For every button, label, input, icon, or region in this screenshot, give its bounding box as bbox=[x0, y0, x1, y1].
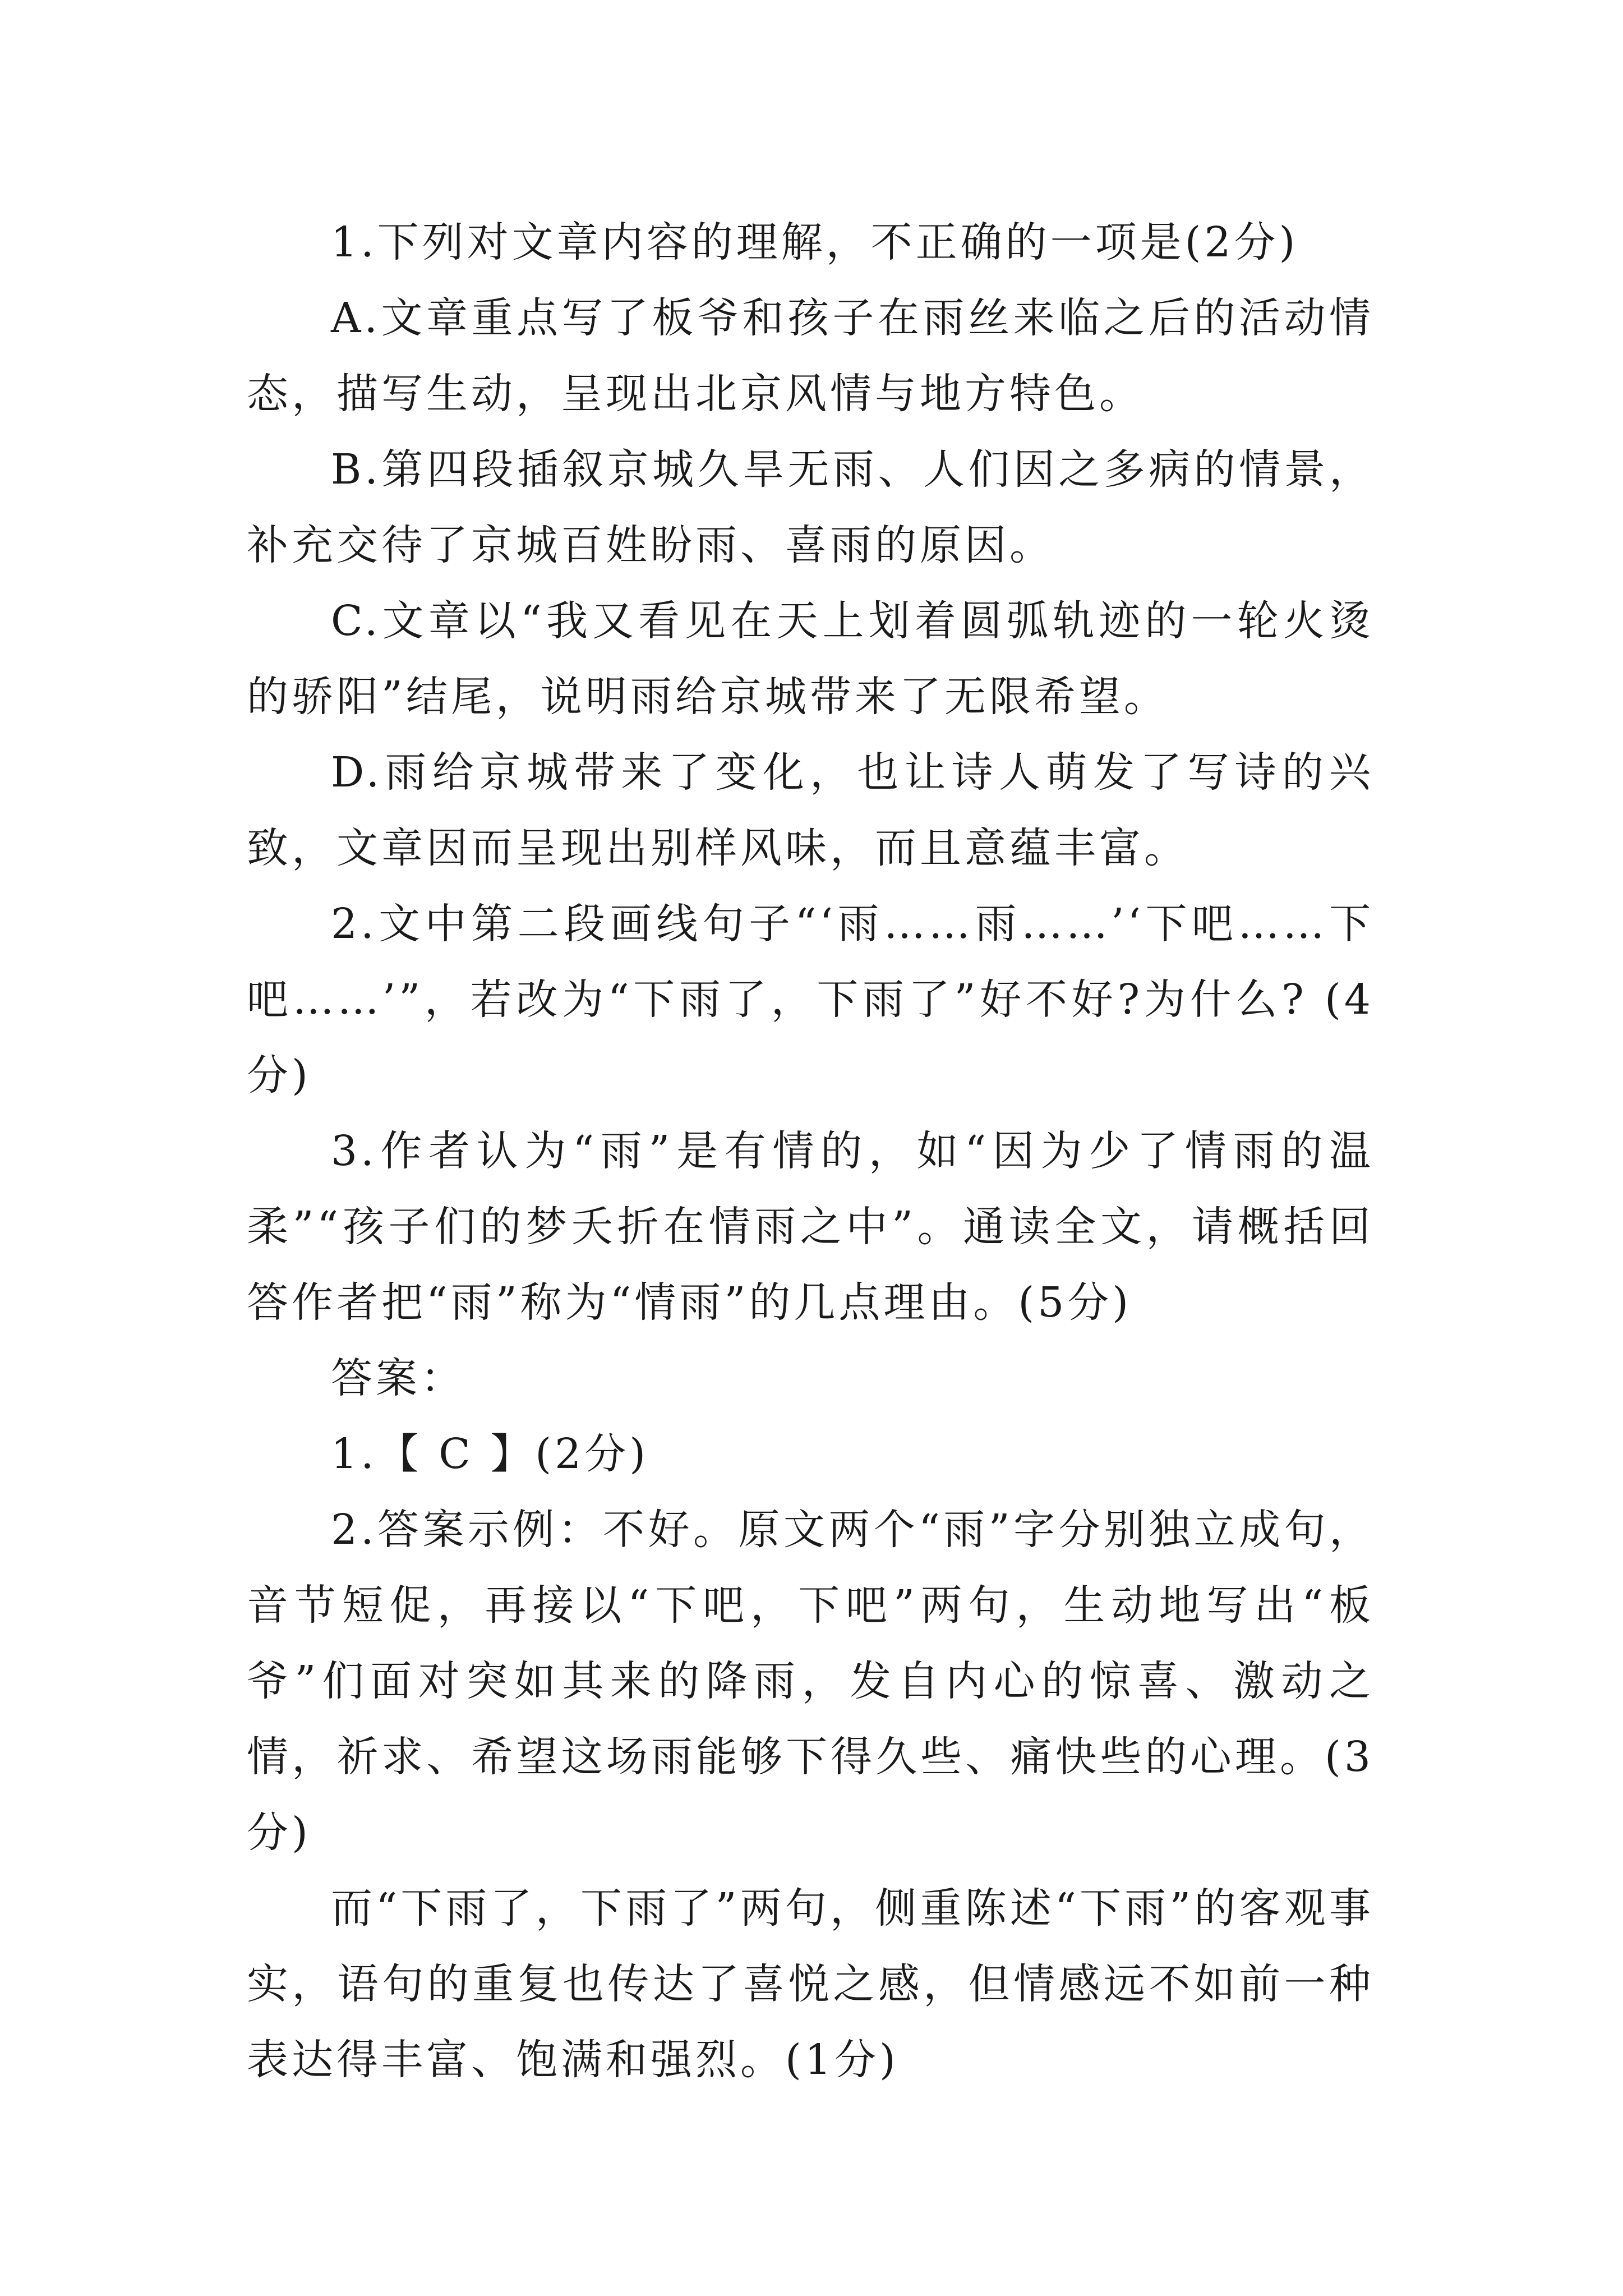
answer-1: 1.【 C 】(2分) bbox=[331, 1430, 649, 1478]
document-body bbox=[247, 205, 1374, 2098]
option-d: D.雨给京城带来了变化，也让诗人萌发了写诗的兴致，文章因而呈现出别样风味，而且意蕴丰富。 bbox=[247, 748, 1374, 872]
option-b: B.第四段插叙京城久旱无雨、人们因之多病的情景，补充交待了京城百姓盼雨、喜雨的原因。 bbox=[247, 445, 1374, 569]
option-a: A.文章重点写了板爷和孩子在雨丝来临之后的活动情态，描写生动，呈现出北京风情与地方特色。 bbox=[247, 294, 1374, 418]
question-2: 2.文中第二段画线句子“‘雨……雨……’‘下吧……下吧……’”，若改为“下雨了，下雨了”好不好?为什么? (4分) bbox=[247, 900, 1374, 1099]
question-1-stem: 1.下列对文章内容的理解，不正确的一项是(2分) bbox=[331, 218, 1299, 266]
answer-heading: 答案： bbox=[331, 1354, 465, 1402]
answer-2: 2.答案示例：不好。原文两个“雨”字分别独立成句，音节短促，再接以“下吧，下吧”两句，生动地写出“板爷”们面对突如其来的降雨，发自内心的惊喜、激动之情，祈求、希望这场雨能够下得久些、痛快些的心理。(3分) bbox=[247, 1506, 1374, 1857]
question-3: 3.作者认为“雨”是有情的，如“因为少了情雨的温柔”“孩子们的梦夭折在情雨之中”。通读全文，请概括回答作者把“雨”称为“情雨”的几点理由。(5分) bbox=[247, 1127, 1374, 1327]
answer-2-continued: 而“下雨了，下雨了”两句，侧重陈述“下雨”的客观事实，语句的重复也传达了喜悦之感，但情感远不如前一种表达得丰富、饱满和强烈。(1分) bbox=[247, 1884, 1374, 2084]
option-c: C.文章以“我又看见在天上划着圆弧轨迹的一轮火烫的骄阳”结尾，说明雨给京城带来了无限希望。 bbox=[247, 597, 1374, 721]
